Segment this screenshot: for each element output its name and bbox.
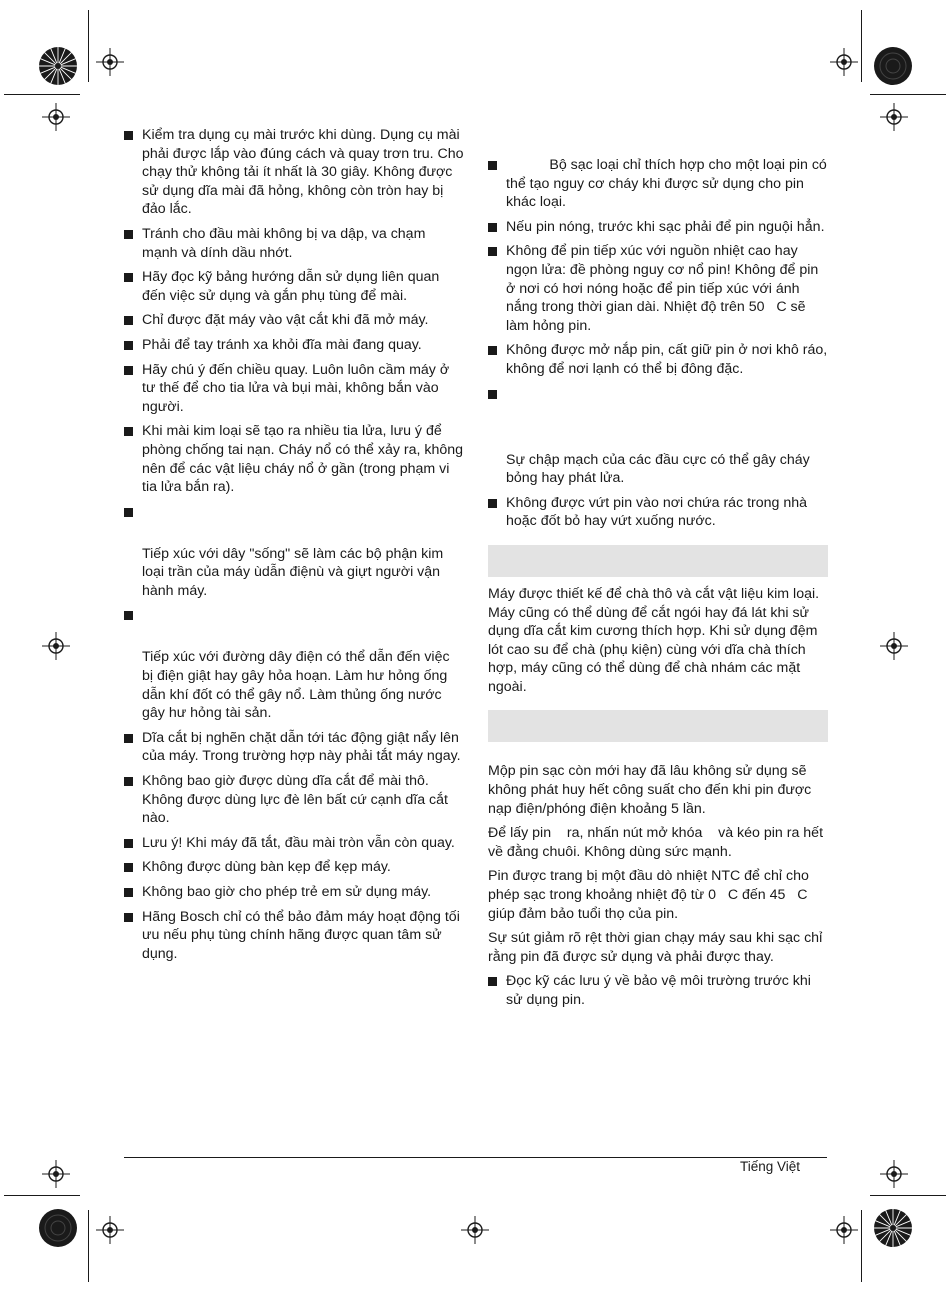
bullet-text: Nếu pin nóng, trước khi sạc phải để pin nguội hẳn. xyxy=(506,218,825,235)
bullet-item xyxy=(124,225,464,262)
registration-star-icon xyxy=(873,46,913,86)
bullet-text: Không được vứt pin vào nơi chứa rác trong nhà hoặc đốt bỏ hay vứt xuống nước. xyxy=(506,494,812,530)
bullet-square-icon xyxy=(488,161,497,170)
bullet-square-icon xyxy=(124,863,133,872)
bullet-item xyxy=(124,908,464,964)
bullet-text: Không bao giờ cho phép trẻ em sử dụng máy. xyxy=(142,884,432,900)
bullet-text: Không để pin tiếp xúc với nguồn nhiệt cao hay ngọn lửa: đề phòng nguy cơ nổ pin! Không để pin ở nơi có hơi nóng hoặc để pin tiếp xúc với ánh nắng trong thời gian dài. Nhiệt độ trên 50 C sẽ làm hỏng pin. xyxy=(506,243,823,334)
trim-line xyxy=(861,10,862,82)
paragraph: Pin được trang bị một đầu dò nhiệt NTC để chỉ cho phép sạc trong khoảng nhiệt độ từ 0 C đến 45 C giúp đảm bảo tuổi thọ của pin. xyxy=(488,868,813,922)
bullet-square-icon xyxy=(488,977,497,986)
paragraph: Mộp pin sạc còn mới hay đã lâu không sử dụng sẽ không phát huy hết công suất cho đến khi pin được nạp điện/phóng điện khoảng 5 lần. xyxy=(488,763,816,817)
bullet-text: Tránh cho đầu mài không bị va dập, va chạm mạnh và dính dầu nhớt. xyxy=(142,225,430,261)
section-heading-band xyxy=(488,545,828,577)
bullet-text: Dĩa cắt bị nghẽn chặt dẫn tới tác động giật nẩy lên của máy. Trong trường hợp này phải tắt máy ngay. xyxy=(142,729,463,765)
footer-language: Tiếng Việt xyxy=(739,1159,800,1174)
bullet-text: Bộ sạc loại chỉ thích hợp cho một loại pin có thể tạo nguy cơ cháy khi được sử dụng cho pin khác loại. xyxy=(506,157,831,211)
bullet-item xyxy=(488,972,828,1009)
crosshair-icon xyxy=(42,103,70,131)
crosshair-icon xyxy=(880,1160,908,1188)
section-heading-band xyxy=(488,710,828,742)
bullet-square-icon xyxy=(124,888,133,897)
bullet-square-icon xyxy=(124,131,133,140)
crosshair-icon xyxy=(461,1216,489,1244)
bullet-square-icon xyxy=(124,777,133,786)
bullet-text: Kiểm tra dụng cụ mài trước khi dùng. Dụng cụ mài phải được lắp vào đúng cách và quay trơn tru. Cho chạy thử không tải ít nhất là 30 giây. Không được sử dụng dĩa mài đã hỏng, không còn tròn hay bị đảo lắc. xyxy=(142,127,468,218)
crosshair-icon xyxy=(96,1216,124,1244)
trim-line xyxy=(4,1195,80,1196)
bullet-item xyxy=(124,834,464,853)
bullet-item xyxy=(124,126,468,219)
bullet-square-icon xyxy=(488,346,497,355)
bullet-square-icon xyxy=(488,390,497,399)
bullet-item xyxy=(488,494,828,531)
bullet-item xyxy=(124,422,467,496)
bullet-item xyxy=(124,361,464,417)
paragraph: Máy được thiết kế để chà thô và cắt vật liệu kim loại. Máy cũng có thể dùng để cắt ngói hay đá lát khi sử dụng dĩa cắt kim cương thích hợp. Khi sử dụng đệm lót cao su để chà (phụ kiện) cùng với dĩa chà thích hợp, máy cũng có thể dùng để chà nhám các mặt ngoài. xyxy=(488,585,824,695)
bullet-continuation: Tiếp xúc với dây "sống" sẽ làm các bộ phận kim loại trần của máy ùdẫn điệnù và giựt người vận hành máy. xyxy=(142,545,448,599)
bullet-square-icon xyxy=(488,247,497,256)
bullet-item xyxy=(488,156,831,212)
footer-rule xyxy=(124,1157,827,1158)
bullet-square-icon xyxy=(124,366,133,375)
crosshair-icon xyxy=(880,632,908,660)
bullet-square-icon xyxy=(124,273,133,282)
bullet-item xyxy=(124,311,464,330)
trim-line xyxy=(870,1195,946,1196)
bullet-item xyxy=(124,883,464,902)
crosshair-icon xyxy=(42,1160,70,1188)
bullet-text: Không được dùng bàn kẹp để kẹp máy. xyxy=(142,859,391,876)
registration-star-icon xyxy=(38,1208,78,1248)
bullet-item xyxy=(124,336,464,355)
trim-line xyxy=(88,1210,89,1282)
bullet-square-icon xyxy=(124,230,133,239)
bullet-square-icon xyxy=(124,341,133,350)
bullet-text: Lưu ý! Khi máy đã tắt, đầu mài tròn vẫn còn quay. xyxy=(142,834,455,851)
bullet-item xyxy=(124,729,464,766)
bullet-text: Hãy chú ý đến chiều quay. Luôn luôn cầm máy ở tư thế để cho tia lửa và bụi mài, không bắn vào người. xyxy=(142,361,454,415)
bullet-square-icon xyxy=(488,223,497,232)
crosshair-icon xyxy=(830,48,858,76)
bullet-text: Hãy đọc kỹ bảng hướng dẫn sử dụng liên quan đến việc sử dụng và gắn phụ tùng để mài. xyxy=(142,269,444,304)
bullet-square-icon xyxy=(488,499,497,508)
crosshair-icon xyxy=(880,103,908,131)
paragraph: Sự sút giảm rõ rệt thời gian chạy máy sau khi sạc chỉ rằng pin đã được sử dụng và phải được thay. xyxy=(488,930,827,965)
trim-line xyxy=(4,94,80,95)
bullet-item xyxy=(124,858,464,877)
bullet-continuation: Tiếp xúc với đường dây điện có thể dẫn đến việc bị điện giật hay gây hỏa hoạn. Làm hư hỏng ống dẫn khí đốt có thể gây nổ. Làm thủng ống nước gây hư hỏng tài sản. xyxy=(142,649,454,722)
trim-line xyxy=(870,94,946,95)
bullet-item xyxy=(488,218,828,237)
bullet-text: Không bao giờ được dùng dĩa cắt để mài thô. Không được dùng lực đè lên bất cứ cạnh dĩa cắt nào. xyxy=(142,773,452,827)
bullet-square-icon xyxy=(124,427,133,436)
trim-line xyxy=(88,10,89,82)
bullet-square-icon xyxy=(124,913,133,922)
paragraph: Để lấy pin ra, nhấn nút mở khóa và kéo pin ra hết về đằng chuôi. Không dùng sức mạnh. xyxy=(488,825,827,860)
bullet-square-icon xyxy=(124,734,133,743)
bullet-square-icon xyxy=(124,611,133,620)
bullet-text: Chỉ được đặt máy vào vật cắt khi đã mở máy. xyxy=(142,312,429,329)
registration-star-icon xyxy=(873,1208,913,1248)
bullet-text: Không được mở nắp pin, cất giữ pin ở nơi khô ráo, không để nơi lạnh có thể bị đông đặc. xyxy=(506,342,832,377)
crosshair-icon xyxy=(830,1216,858,1244)
bullet-item xyxy=(488,341,832,378)
bullet-continuation: Sự chập mạch của các đầu cực có thể gây cháy bỏng hay phát lửa. xyxy=(506,451,814,487)
registration-star-icon xyxy=(38,46,78,86)
right-column xyxy=(488,126,832,1016)
bullet-item xyxy=(124,772,464,828)
bullet-text: Phải để tay tránh xa khỏi đĩa mài đang quay. xyxy=(142,336,422,353)
bullet-item xyxy=(124,268,464,305)
left-column xyxy=(124,126,468,969)
bullet-text: Hãng Bosch chỉ có thể bảo đảm máy hoạt động tối ưu nếu phụ tùng chính hãng được quan tâm sử dụng. xyxy=(142,908,464,962)
bullet-square-icon xyxy=(124,316,133,325)
bullet-square-icon xyxy=(124,839,133,848)
bullet-item xyxy=(488,242,828,335)
bullet-square-icon xyxy=(124,508,133,517)
crosshair-icon xyxy=(96,48,124,76)
bullet-text: Khi mài kim loại sẽ tạo ra nhiều tia lửa, lưu ý để phòng chống tai nạn. Cháy nổ có thể xảy ra, không nên để các vật liệu cháy nổ ở gần (trong phạm vi tia lửa bắn ra). xyxy=(142,423,467,496)
crosshair-icon xyxy=(42,632,70,660)
trim-line xyxy=(861,1210,862,1282)
bullet-text: Đọc kỹ các lưu ý về bảo vệ môi trường trước khi sử dụng pin. xyxy=(506,973,815,1008)
